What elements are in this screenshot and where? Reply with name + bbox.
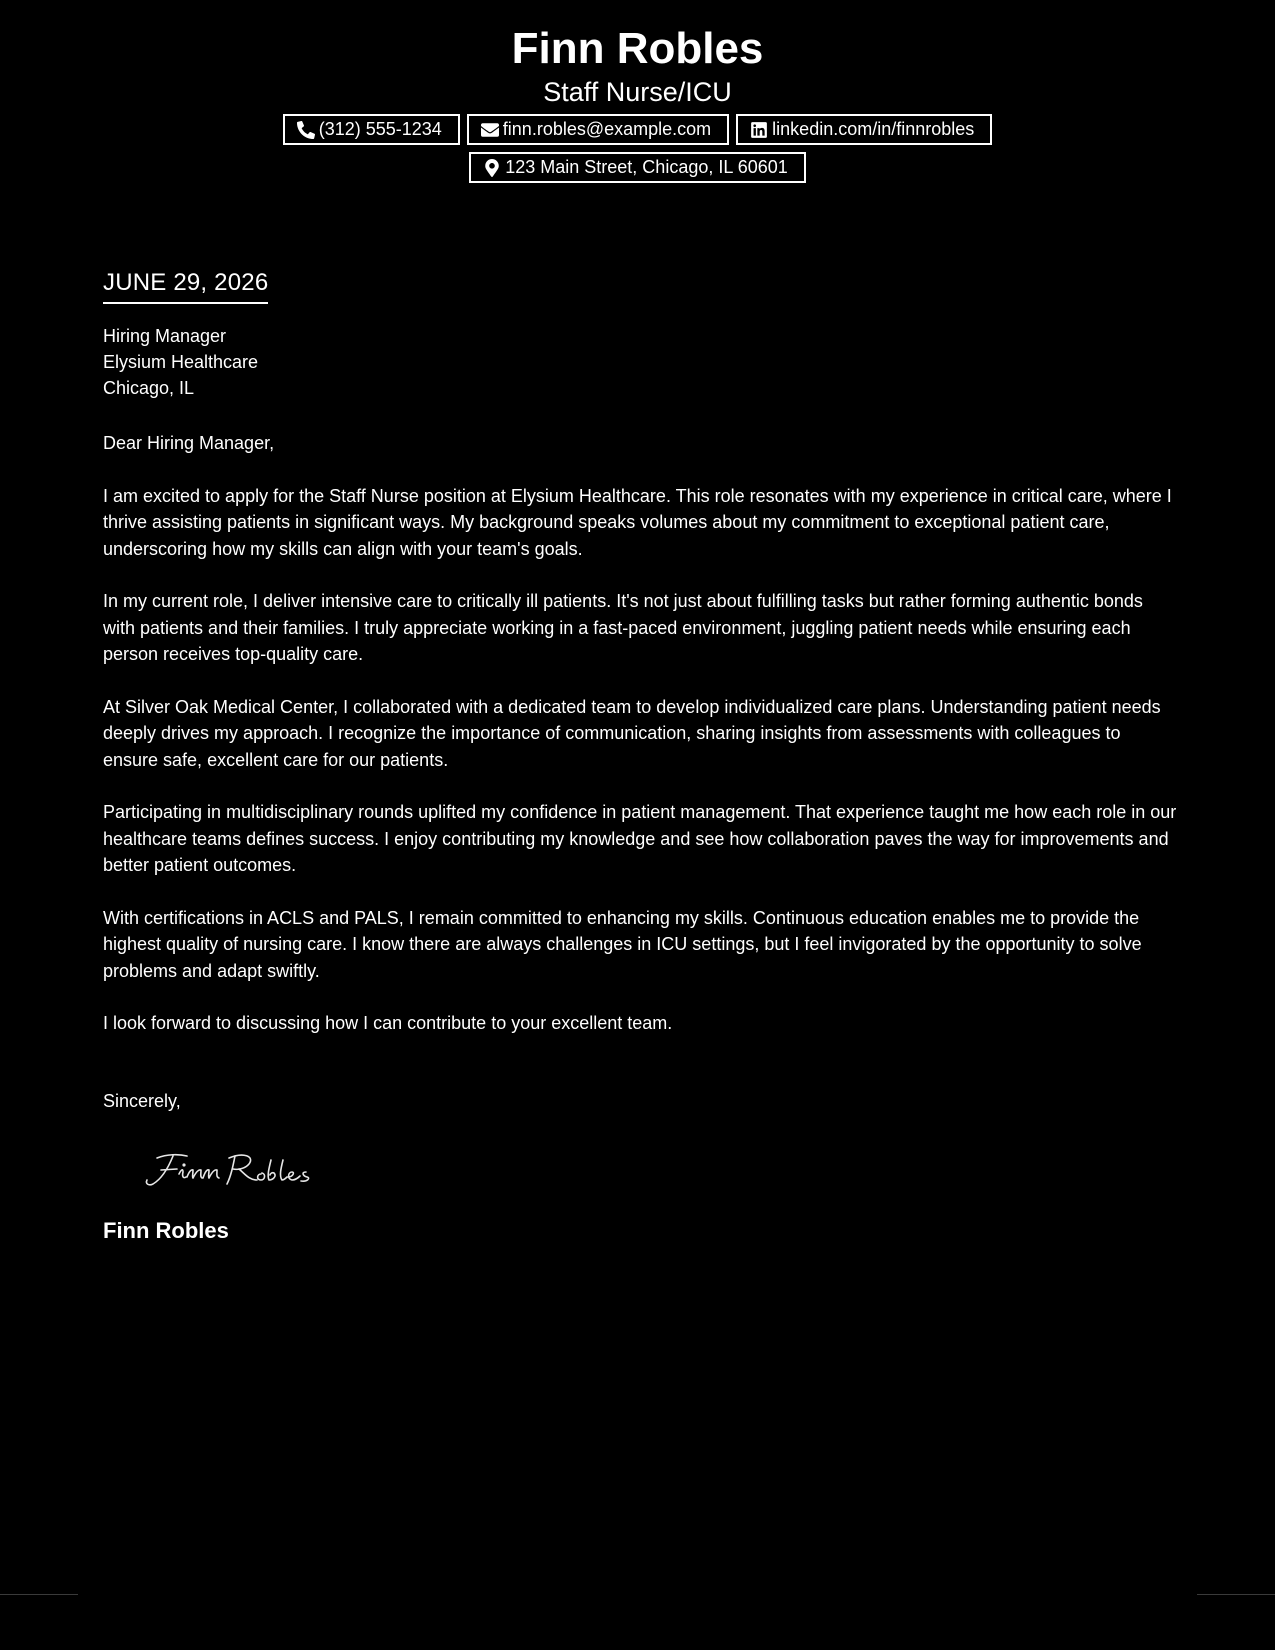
body-paragraph: I am excited to apply for the Staff Nurse position at Elysium Healthcare. This role resonates with my experience in critical care, where I thrive assisting patients in significant ways. My background speaks volumes about my commitment to exceptional patient care, underscoring how my skills can align with your team's goals.: [103, 485, 1172, 559]
contact-list: [258, 114, 1018, 183]
email-text: finn.robles@example.com: [502, 119, 712, 139]
body-paragraph: With certifications in ACLS and PALS, I remain committed to enhancing my skills. Continuous education enables me to provide the highest quality of nursing care. I know there are always challenges in ICU settings, but I feel invigorated by the opportunity to solve problems and adapt swiftly.: [103, 907, 1142, 981]
linkedin-icon: [750, 121, 768, 139]
map-marker-icon: [483, 159, 501, 177]
address-contact[interactable]: [469, 152, 806, 183]
phone-text: (312) 555-1234: [318, 119, 442, 139]
recipient-line: Chicago, IL: [103, 378, 195, 398]
body-paragraph: I look forward to discussing how I can contribute to your excellent team.: [103, 1013, 673, 1033]
body-paragraph: Participating in multidisciplinary rounds uplifted my confidence in patient management. That experience taught me how each role in our healthcare teams defines success. I enjoy contributing my knowledge and see how collaboration paves the way for improvements and better patient outcomes.: [103, 802, 1177, 875]
signer-name: Finn Robles: [103, 1218, 229, 1243]
phone-icon: [297, 121, 315, 139]
recipient-line: Hiring Manager: [103, 326, 227, 346]
letter-body: [103, 266, 1178, 1245]
salutation: Dear Hiring Manager,: [103, 433, 275, 453]
signature-drawing: [143, 1144, 343, 1194]
email-contact[interactable]: [467, 114, 729, 145]
envelope-icon: [481, 121, 499, 139]
body-paragraph: At Silver Oak Medical Center, I collaborated with a dedicated team to develop individualized care plans. Understanding patient needs deeply drives my approach. I recognize the importance of communication, sharing insights from assessments with colleagues to ensure safe, excellent care for our patients.: [103, 696, 1161, 770]
letter-date: JUNE 29, 2026: [103, 266, 268, 304]
recipient-line: Elysium Healthcare: [103, 352, 259, 372]
body-paragraph: In my current role, I deliver intensive care to critically ill patients. It's not just about fulfilling tasks but rather forming authentic bonds with patients and their families. I truly appreciate working in a fast-paced environment, juggling patient needs while ensuring each person receives top-quality care.: [103, 591, 1143, 664]
footer-rule-right: [1197, 1594, 1275, 1595]
phone-contact[interactable]: [283, 114, 460, 145]
linkedin-contact[interactable]: [736, 114, 992, 145]
applicant-name: Finn Robles: [511, 24, 764, 73]
address-text: 123 Main Street, Chicago, IL 60601: [505, 157, 788, 177]
recipient-block: [103, 323, 1178, 401]
footer-rule-left: [0, 1594, 78, 1595]
letter-header: [0, 22, 1275, 183]
job-title: Staff Nurse/ICU: [543, 77, 732, 107]
closing: Sincerely,: [103, 1090, 181, 1111]
linkedin-text: linkedin.com/in/finnrobles: [772, 119, 975, 139]
handwritten-signature: [143, 1144, 343, 1194]
